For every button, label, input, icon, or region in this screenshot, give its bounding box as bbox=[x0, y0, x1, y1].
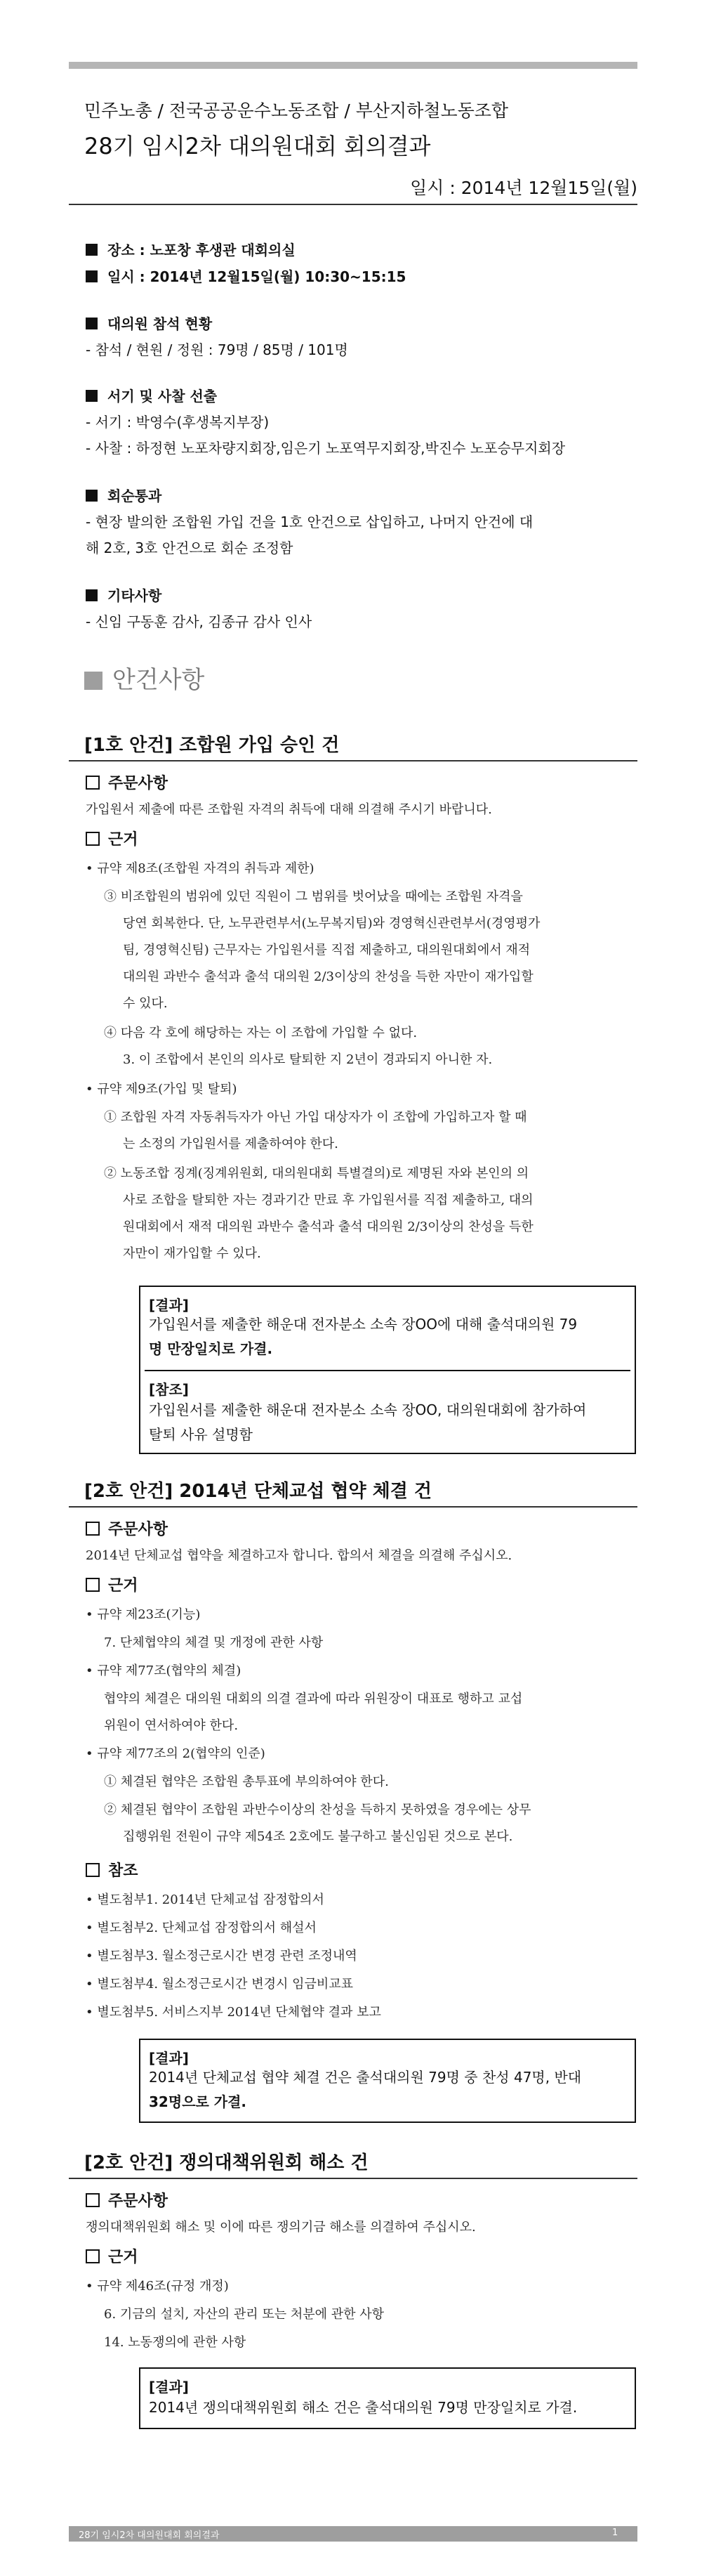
agenda-2-main-heading-text: 주문사항 bbox=[108, 1521, 168, 1538]
agenda-1-line: 사로 조합을 탈퇴한 자는 경과기간 만료 후 가입원서를 직접 제출하고, 대의 bbox=[123, 1193, 534, 1208]
agenda-3-basis-heading-text: 근거 bbox=[108, 2249, 138, 2266]
agenda-1-title: [1호 안건] 조합원 가입 승인 건 bbox=[84, 735, 340, 756]
agenda-3-line: • 규약 제46조(규정 개정) bbox=[86, 2279, 229, 2294]
agenda-1-divider bbox=[69, 760, 637, 761]
misc-text: - 신임 구동훈 감사, 김종규 감사 인사 bbox=[86, 613, 312, 630]
page-number: 1 bbox=[612, 2528, 618, 2538]
agenda-2-line: • 규약 제23조(기능) bbox=[86, 1607, 201, 1622]
attendance-heading-text: 대의원 참석 현황 bbox=[107, 315, 213, 332]
agenda-1-line: ② 노동조합 징계(징계위원회, 대의원대회 특별결의)로 제명된 자와 본인의 의 bbox=[104, 1166, 529, 1181]
agenda-1-line: 자만이 재가입할 수 있다. bbox=[123, 1246, 261, 1261]
time-item bbox=[86, 266, 406, 286]
agenda-2-line: 협약의 체결은 대의원 대회의 의결 결과에 따라 위원장이 대표로 행하고 교섭 bbox=[104, 1692, 523, 1706]
agenda-2-basis-heading-text: 근거 bbox=[108, 1577, 138, 1595]
agenda-2-ref-item: • 별도첨부5. 서비스지부 2014년 단체협약 결과 보고 bbox=[86, 2005, 381, 2020]
agenda-1-line: • 규약 제8조(조합원 자격의 취득과 제한) bbox=[86, 861, 314, 876]
agenda-1-result-line-1: 가입원서를 제출한 해운대 전자분소 소속 장OO에 대해 출석대의원 79 bbox=[149, 1316, 578, 1333]
agenda-2-line: 위원이 연서하여야 한다. bbox=[104, 1718, 239, 1733]
agenda-2-line: ① 체결된 협약은 조합원 총투표에 부의하여야 한다. bbox=[104, 1774, 389, 1789]
agenda-2-line: • 규약 제77조(협약의 체결) bbox=[86, 1663, 241, 1678]
agenda-order-text-2: 해 2호, 3호 안건으로 회순 조정함 bbox=[86, 540, 293, 556]
agenda-1-box-divider bbox=[145, 1370, 630, 1371]
agenda-order-heading bbox=[86, 485, 161, 505]
agenda-1-line: 당연 회복한다. 단, 노무관련부서(노무복지팀)와 경영혁신관련부서(경영평가 bbox=[123, 916, 541, 931]
agenda-2-result-line-1: 2014년 단체교섭 협약 체결 건은 출석대의원 79명 중 찬성 47명, 반대 bbox=[149, 2069, 582, 2086]
agenda-1-line: ④ 다음 각 호에 해당하는 자는 이 조합에 가입할 수 없다. bbox=[104, 1026, 418, 1040]
agenda-1-basis-heading bbox=[86, 828, 138, 849]
square-bullet-icon bbox=[86, 390, 98, 402]
agenda-1-line: 원대회에서 재적 대의원 과반수 출석과 출석 대의원 2/3이상의 찬성을 득한 bbox=[123, 1220, 534, 1234]
checkbox-square-icon bbox=[86, 2193, 100, 2207]
agenda-2-ref-heading-text: 참조 bbox=[108, 1862, 138, 1880]
agenda-2-result-line-2: 32명으로 가결. bbox=[149, 2093, 246, 2110]
agenda-3-main-heading bbox=[86, 2189, 168, 2211]
agenda-1-line: ① 조합원 자격 자동취득자가 아닌 가입 대상자가 이 조합에 가입하고자 할 때 bbox=[104, 1110, 527, 1125]
secretary-heading bbox=[86, 385, 217, 405]
agenda-1-main-text: 가입원서 제출에 따른 조합원 자격의 취득에 대해 의결해 주시기 바랍니다. bbox=[86, 802, 492, 817]
secretary-text: - 서기 : 박영수(후생복지부장) bbox=[86, 414, 270, 431]
agenda-2-line: • 규약 제77조의 2(협약의 인준) bbox=[86, 1746, 265, 1761]
square-bullet-icon bbox=[86, 490, 98, 502]
agenda-3-basis-heading bbox=[86, 2245, 138, 2267]
organization-line: 민주노총 / 전국공공운수노동조합 / 부산지하철노동조합 bbox=[84, 100, 509, 121]
agenda-2-line: ② 체결된 협약이 조합원 과반수이상의 찬성을 득하지 못하였을 경우에는 상무 bbox=[104, 1803, 531, 1817]
agenda-2-ref-heading bbox=[86, 1859, 138, 1881]
agenda-2-result-label: [결과] bbox=[149, 2050, 189, 2067]
agenda-1-basis-heading-text: 근거 bbox=[108, 831, 138, 849]
square-bullet-icon bbox=[86, 589, 98, 601]
agenda-1-main-heading bbox=[86, 771, 168, 793]
checkbox-square-icon bbox=[86, 1578, 100, 1592]
agenda-2-ref-item: • 별도첨부4. 월소정근로시간 변경시 임금비교표 bbox=[86, 1977, 354, 1992]
agenda-2-line: 7. 단체협약의 체결 및 개정에 관한 사항 bbox=[104, 1635, 324, 1650]
footer-title: 28기 임시2차 대의원대회 회의결과 bbox=[79, 2530, 220, 2541]
agenda-2-ref-item: • 별도첨부1. 2014년 단체교섭 잠정합의서 bbox=[86, 1892, 324, 1907]
agenda-3-main-text: 쟁의대책위원회 해소 및 이에 따른 쟁의기금 해소를 의결하여 주십시오. bbox=[86, 2220, 476, 2235]
attendance-heading bbox=[86, 313, 212, 333]
agenda-2-basis-heading bbox=[86, 1574, 138, 1595]
gray-square-icon bbox=[84, 672, 102, 690]
agenda-3-line: 14. 노동쟁의에 관한 사항 bbox=[104, 2335, 246, 2350]
agenda-2-ref-item: • 별도첨부2. 단체교섭 잠정합의서 해설서 bbox=[86, 1921, 317, 1935]
checkbox-square-icon bbox=[86, 2249, 100, 2263]
agenda-1-main-heading-text: 주문사항 bbox=[108, 775, 168, 792]
agenda-2-ref-item: • 별도첨부3. 월소정근로시간 변경 관련 조정내역 bbox=[86, 1949, 357, 1963]
square-bullet-icon bbox=[86, 270, 98, 282]
agenda-section-text: 안건사항 bbox=[112, 666, 205, 694]
square-bullet-icon bbox=[86, 244, 98, 256]
agenda-1-line: 대의원 과반수 출석과 출석 대의원 2/3이상의 찬성을 득한 자만이 재가입할 bbox=[123, 969, 534, 984]
agenda-3-result-line-1: 2014년 쟁의대책위원회 해소 건은 출석대의원 79명 만장일치로 가결. bbox=[149, 2399, 578, 2416]
checkbox-square-icon bbox=[86, 776, 100, 790]
place-item bbox=[86, 239, 296, 259]
agenda-1-ref-line-1: 가입원서를 제출한 해운대 전자분소 소속 장OO, 대의원대회에 참가하여 bbox=[149, 1401, 587, 1418]
agenda-1-line: • 규약 제9조(가입 및 탈퇴) bbox=[86, 1082, 237, 1097]
checkbox-square-icon bbox=[86, 832, 100, 846]
secretary-heading-text: 서기 및 사찰 선출 bbox=[107, 388, 218, 405]
meeting-date: 일시 : 2014년 12월15일(월) bbox=[410, 178, 637, 198]
agenda-3-result-label: [결과] bbox=[149, 2379, 189, 2395]
agenda-1-ref-label: [참조] bbox=[149, 1381, 189, 1398]
misc-heading-text: 기타사항 bbox=[107, 587, 162, 604]
attendance-text: - 참석 / 현원 / 정원 : 79명 / 85명 / 101명 bbox=[86, 341, 348, 358]
top-rule bbox=[69, 62, 637, 69]
misc-heading bbox=[86, 584, 161, 605]
agenda-1-line: ③ 비조합원의 범위에 있던 직원이 그 범위를 벗어났을 때에는 조합원 자격을 bbox=[104, 889, 523, 904]
agenda-3-main-heading-text: 주문사항 bbox=[108, 2192, 168, 2210]
agenda-1-line: 는 소정의 가입원서를 제출하여야 한다. bbox=[123, 1137, 338, 1151]
agenda-3-title: [2호 안건] 쟁의대책위원회 해소 건 bbox=[84, 2152, 369, 2173]
agenda-1-line: 수 있다. bbox=[123, 996, 168, 1011]
agenda-1-line: 팀, 경영혁신팀) 근무자는 가입원서를 직접 제출하고, 대의원대회에서 재적 bbox=[123, 943, 531, 957]
square-bullet-icon bbox=[86, 318, 98, 329]
agenda-2-title: [2호 안건] 2014년 단체교섭 협약 체결 건 bbox=[84, 1481, 432, 1502]
document-title: 28기 임시2차 대의원대회 회의결과 bbox=[84, 133, 431, 159]
header-divider bbox=[69, 204, 637, 205]
place-text: 장소 : 노포창 후생관 대회의실 bbox=[107, 242, 296, 259]
time-text: 일시 : 2014년 12월15일(월) 10:30~15:15 bbox=[107, 268, 406, 285]
checkbox-square-icon bbox=[86, 1863, 100, 1877]
agenda-2-main-heading bbox=[86, 1517, 168, 1539]
agenda-1-result-label: [결과] bbox=[149, 1297, 189, 1314]
agenda-1-line: 3. 이 조합에서 본인의 의사로 탈퇴한 지 2년이 경과되지 아니한 자. bbox=[123, 1052, 493, 1067]
checkbox-square-icon bbox=[86, 1522, 100, 1536]
agenda-order-heading-text: 회순통과 bbox=[107, 488, 162, 504]
agenda-3-line: 6. 기금의 설치, 자산의 관리 또는 처분에 관한 사항 bbox=[104, 2307, 385, 2322]
agenda-1-result-line-2: 명 만장일치로 가결. bbox=[149, 1340, 273, 1357]
agenda-2-divider bbox=[69, 1506, 637, 1508]
agenda-3-divider bbox=[69, 2178, 637, 2179]
agenda-order-text-1: - 현장 발의한 조합원 가입 건을 1호 안건으로 삽입하고, 나머지 안건에 대 bbox=[86, 514, 534, 530]
agenda-2-main-text: 2014년 단체교섭 협약을 체결하고자 합니다. 합의서 체결을 의결해 주십시오. bbox=[86, 1548, 512, 1563]
agenda-1-ref-line-2: 탈퇴 사유 설명함 bbox=[149, 1426, 253, 1443]
inspector-text: - 사찰 : 하정현 노포차량지회장,임은기 노포역무지회장,박진수 노포승무지회장 bbox=[86, 440, 566, 457]
agenda-section-title bbox=[84, 660, 204, 695]
agenda-2-line: 집행위원 전원이 규약 제54조 2호에도 불구하고 불신임된 것으로 본다. bbox=[123, 1829, 513, 1844]
